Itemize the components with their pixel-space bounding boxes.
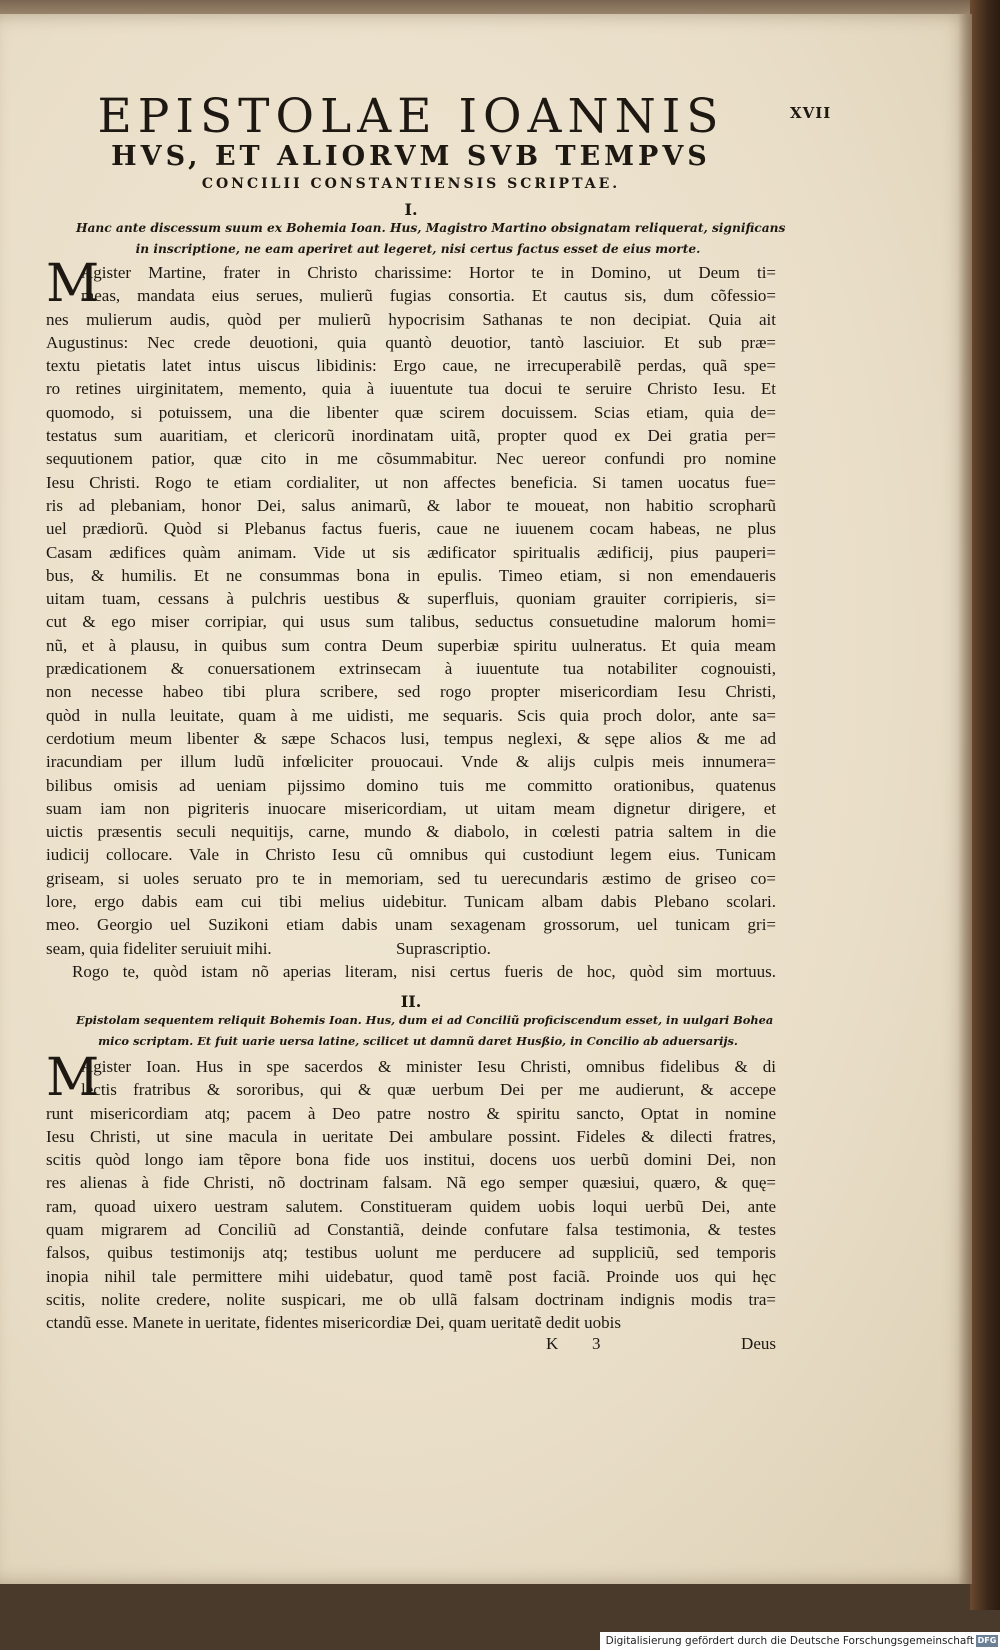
letter-body — [46, 1047, 776, 1335]
text-line: res alienas à fide Christi, nõ doctrinam falsam. Nã ego semper quæsiui, quæro, & quę= — [46, 1173, 776, 1193]
text-line: Agister Ioan. Hus in spe sacerdos & minister Iesu Christi, omnibus fidelibus & di — [81, 1056, 776, 1076]
letter-closing: Rogo te, quòd istam nõ aperias literam, nisi certus fueris de hoc, quòd sim mortuus. — [72, 961, 776, 981]
drop-cap: M — [46, 1047, 100, 1108]
text-block — [46, 89, 786, 1358]
text-line: cut & ego miser corripiar, qui usus sum talibus, seductus consuetudine malorum homi= — [46, 612, 776, 632]
text-line: lore, ergo dabis eam cui tibi melius uidebitur. Tunicam albam dabis Plebano scolari. — [46, 892, 776, 912]
text-line: seam, quia fideliter seruiuit mihi. — [46, 938, 272, 958]
text-line: nũ, et à plausu, in quibus sum contra Deum superbiæ spiritu uulneratus. Et quia meam — [46, 635, 776, 655]
text-line: bilibus omisis ad ueniam pijssimo domino tuis me committo orationibus, quatenus — [46, 775, 776, 795]
text-line: Casam ædifices quàm animam. Vide ut sis ædificator spiritualis ædificij, pius pauperi= — [46, 542, 776, 562]
text-line: suam iam non pigriteris inuocare misericordiam, ut uitam meam dignetur dirigere, et — [46, 798, 776, 818]
letter-number: II. — [400, 991, 422, 1011]
digitization-credit-bar — [600, 1632, 1000, 1650]
text-line: sequutionem patior, quæ cito in me cõsummabitur. Nec uereor confundi pro nomine — [46, 449, 776, 469]
text-line: inopia nihil tale permittere mihi uidebatur, quod tamẽ post faciã. Proinde uos qui hęc — [46, 1266, 776, 1286]
letter-text — [46, 254, 776, 960]
text-line: testatus sum auaritiam, et clericorũ inordinatam uitã, propter quod ex Dei gratia per= — [46, 426, 776, 446]
text-line: quam migrarem ad Conciliũ ad Constantiã, deinde confutare falsa testimonia, & testes — [46, 1219, 776, 1239]
letter-argument: Epistolam sequentem reliquit Bohemis Ioan. Hus, dum ei ad Conciliũ proficiscendum esset, in uulgari Bohea — [76, 1012, 774, 1027]
text-line: scitis, nolite credere, nolite suspicari, me ob ullã falsam doctrinam indignis modis tra= — [46, 1289, 776, 1309]
catchword: Deus — [741, 1334, 776, 1354]
letter-argument: mico scriptam. Et fuit uarie uersa latine, scilicet ut damnũ daret Husßio, in Concilio ab aduersarijs. — [98, 1033, 738, 1048]
page-subtitle: HVS, ET ALIORVM SVB TEMPVS — [111, 141, 711, 172]
text-line: Augustinus: Nec crede deuotioni, quia quantò deuotior, tantò lasciuior. Et sub præ= — [46, 332, 776, 352]
text-line: ro retines uirginitatem, memento, quia à iuuentute tua docui te seruire Christo Iesu. Et — [46, 379, 776, 399]
text-line: iudicij collocare. Vale in Christo Iesu cũ omnibus qui custodiunt legem eius. Tunicam — [46, 845, 776, 865]
text-line: meo. Georgio uel Suzikoni etiam dabis unam sexagenam grossorum, uel tunicam gri= — [46, 915, 776, 935]
page-shadow — [958, 14, 972, 1584]
page-footer-line — [46, 1334, 776, 1358]
text-line: falsos, quibus testimonijs atq; testibus uolunt me perducere ad suppliciũ, sed temporis — [46, 1243, 776, 1263]
text-line: prædicationem & conuersationem extrinsecam à iuuentute tua notabiliter cognouisti, — [46, 659, 776, 679]
text-line: bus, & humilis. Et ne consummas bona in epulis. Timeo etiam, si non emendaueris — [46, 565, 776, 585]
book-fore-edge — [970, 0, 1000, 1610]
text-line: non necesse habeo tibi plura scribere, sed rogo propter misericordiam Iesu Christi, — [46, 682, 776, 702]
text-line: runt misericordiam atq; pacem à Deo patre nostro & spiritu sancto, Optat in nomine — [46, 1103, 776, 1123]
letter-argument: Hanc ante discessum suum ex Bohemia Ioan. Hus, Magistro Martino obsignatam reliquerat, significans — [76, 221, 786, 235]
text-line: ris ad plebaniam, honor Dei, salus animarũ, & labor te moueat, non habitio scropharũ — [46, 495, 776, 515]
text-line: meas, mandata eius serues, mulierũ fugias consortia. Et cautus sis, dum cõfessio= — [81, 286, 776, 306]
text-line: lectis fratribus & sororibus, qui & quæ uerbum Dei per me audierunt, & accepe — [81, 1080, 776, 1100]
letter-body — [46, 254, 776, 960]
dfg-logo: DFG — [977, 1636, 997, 1645]
signature-number: 3 — [592, 1334, 601, 1354]
letter-number: I. — [404, 200, 418, 219]
text-line: textu pietatis latet intus uiscus libidinis: Ergo caue, ne irrecuperabilẽ perdas, quã spe= — [46, 356, 776, 376]
text-line: scitis quòd longo iam tẽpore bona fide uos institui, docens uos uerbũ domini Dei, non — [46, 1150, 776, 1170]
text-line: cerdotium meum libenter & sæpe Schacos lusi, tempus neglexi, & sępe alios & me ad — [46, 728, 776, 748]
text-line: ram, quoad uixero uestram salutem. Constitueram quidem uobis loqui uerbũ Dei, ante — [46, 1196, 776, 1216]
drop-cap: M — [46, 254, 100, 314]
text-line: iracundiam per illum ludũ infœliciter prouocaui. Vnde & alijs culpis meis innumera= — [46, 752, 776, 772]
text-line: nes mulierum audis, quòd per mulierũ hypocrisim Sathanas te non decipiat. Quia ait — [46, 309, 776, 329]
text-line: Iesu Christi. Rogo te etiam cordialiter, ut non affectes beneficia. Si tamen uocatus fue= — [46, 472, 776, 492]
text-line: uictis præsentis seculi nequitijs, carne, mundo & diabolo, in cœlesti patria saltem in die — [46, 822, 776, 842]
letter-argument: in inscriptione, ne eam aperiret aut legeret, nisi certus factus esset de eius morte. — [135, 242, 701, 256]
subscription-label: Suprascriptio. — [396, 938, 491, 958]
text-line: uitam tuam, cessans à pulchris uestibus & superfluis, quoniam grauiter corripieris, si= — [46, 589, 776, 609]
text-line: ctandũ esse. Manete in ueritate, fidentes misericordiæ Dei, quam ueritatẽ dedit uobis — [46, 1313, 621, 1333]
page-subtitle-line2: CONCILII CONSTANTIENSIS SCRIPTAE. — [201, 176, 621, 192]
text-line: griseam, si uoles seruato pro te in memoriam, sed tu uerecundaris æstimo de griseo co= — [46, 868, 776, 888]
text-line: Iesu Christi, ut sine macula in ueritate Dei ambulare possint. Fideles & dilecti fratres, — [46, 1126, 776, 1146]
text-line: quomodo, si potuissem, una die libenter quæ scirem docuissem. Scias etiam, quia de= — [46, 402, 776, 422]
text-line: quòd in nulla leuitate, quam à me uidisti, me sequaris. Scis quia proch dolor, ante sa= — [46, 705, 776, 725]
book-page — [0, 14, 972, 1584]
text-line: uel prædiorũ. Quòd si Plebanus factus fueris, caue ne iuuenem cocam habeas, ne plus — [46, 519, 776, 539]
folio-number: XVII — [790, 104, 832, 122]
credit-text: Digitalisierung gefördert durch die Deutsche Forschungsgemeinschaft — [605, 1635, 974, 1647]
signature-mark: K — [546, 1334, 559, 1354]
letter-text — [46, 1047, 776, 1335]
page-title: EPISTOLAE IOANNIS — [97, 89, 725, 144]
text-line: Agister Martine, frater in Christo charissime: Hortor te in Domino, ut Deum ti= — [81, 263, 776, 282]
